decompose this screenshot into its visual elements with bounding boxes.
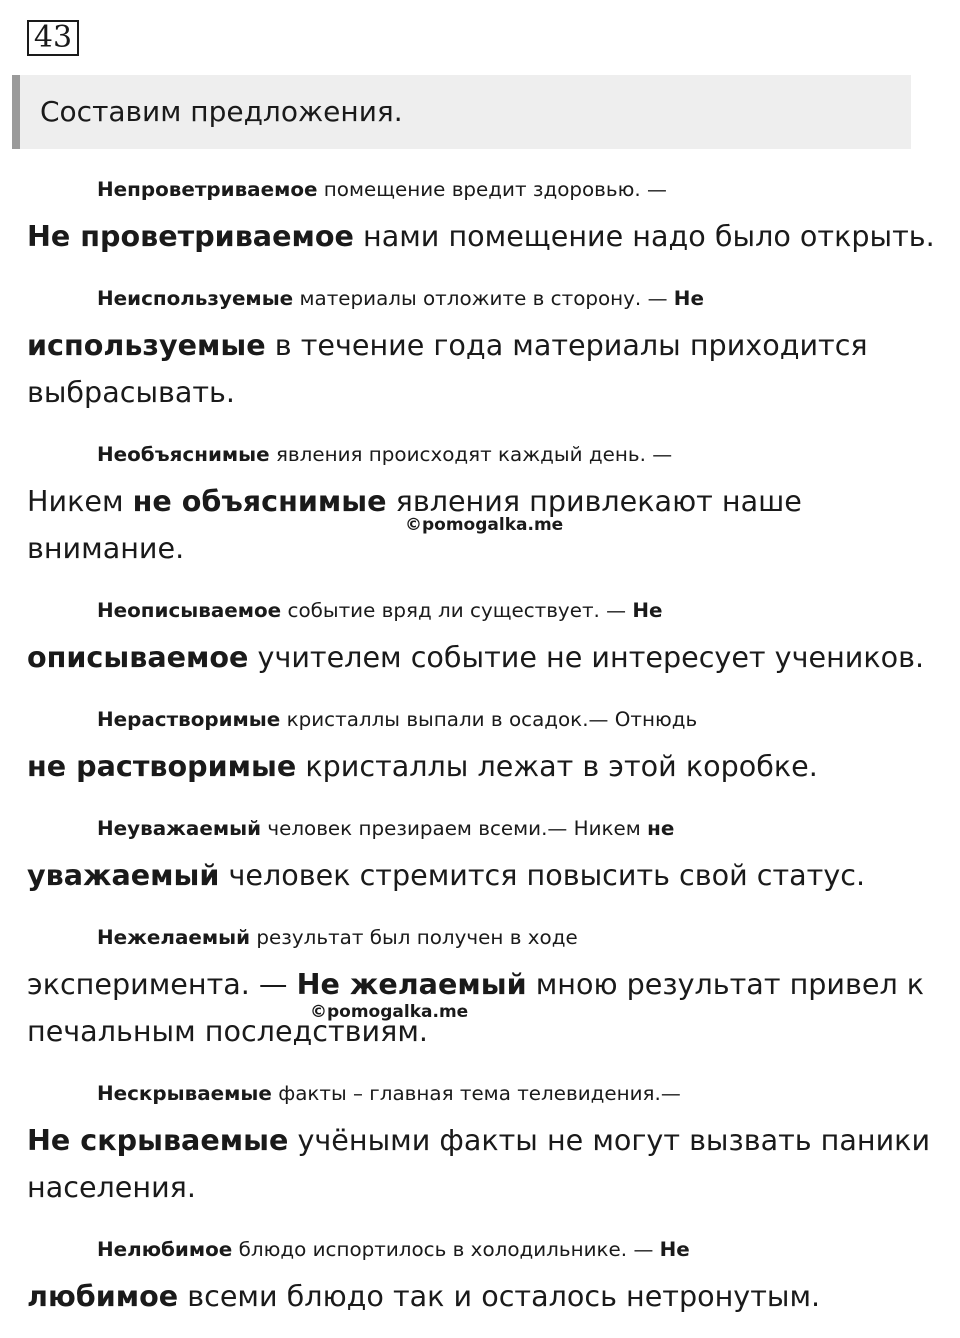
bold-word: любимое [27,1279,179,1313]
text-segment: кристаллы выпали в осадок.— Отнюдь [280,708,698,731]
text-line [27,1117,942,1164]
text-segment: Никем [27,484,133,518]
bold-word: Нежелаемый [97,926,251,949]
text-line [27,166,942,213]
text-segment: выбрасывать. [27,375,236,409]
text-line [27,369,942,416]
text-segment: факты – главная тема телевидения.— [271,1082,681,1105]
sentences-list [27,166,942,1335]
sentence-pair [27,805,942,899]
text-segment: всеми блюдо так и осталось нетронутым. [178,1279,821,1313]
bold-word: Неуважаемый [97,817,262,840]
text-segment: в течение года материалы приходится [265,328,868,362]
bold-word: Не проветриваемое [27,219,354,253]
bold-word: Нерастворимые [97,708,281,731]
text-segment: населения. [27,1170,196,1204]
bold-word: Нескрываемые [97,1082,272,1105]
text-segment: материалы отложите в сторону. — [293,287,674,310]
text-line [27,914,942,961]
text-segment: помещение вредит здоровью. — [317,178,667,201]
bold-word: Неиспользуемые [97,287,294,310]
sentence-pair [27,914,942,1055]
text-segment: нами помещение надо было открыть. [353,219,935,253]
bold-word: описываемое [27,640,249,674]
sentence-pair [27,431,942,572]
text-line [27,1273,942,1320]
text-line [27,275,942,322]
task-header [12,75,911,149]
text-line [27,1008,942,1055]
sentence-pair [27,587,942,681]
text-line [27,431,942,478]
text-segment: мною результат привел к [526,967,925,1001]
sentence-pair [27,696,942,790]
text-segment: внимание. [27,531,185,565]
bold-word: не объяснимые [132,484,387,518]
text-segment: явления привлекают наше [386,484,802,518]
text-segment: явления происходят каждый день. — [269,443,673,466]
bold-word: используемые [27,328,266,362]
text-line [27,852,942,899]
text-line [27,213,942,260]
text-line [27,1070,942,1117]
text-line [27,587,942,634]
text-line [27,696,942,743]
text-line [27,1226,942,1273]
text-line [27,961,942,1008]
watermark: ©pomogalka.me [310,1002,469,1022]
bold-word: Нелюбимое [97,1238,233,1261]
sentence-pair [27,166,942,260]
text-segment: событие вряд ли существует. — [281,599,633,622]
bold-word: не растворимые [27,749,297,783]
text-segment: человек стремится повысить свой статус. [219,858,866,892]
bold-word: Не скрываемые [27,1123,289,1157]
bold-word: не [647,817,675,840]
text-segment: учёными факты не могут вызвать паники [288,1123,931,1157]
watermark: ©pomogalka.me [405,515,564,535]
sentence-pair [27,1226,942,1320]
bold-word: Не [632,599,663,622]
text-segment: учителем событие не интересует учеников. [248,640,925,674]
bold-word: Непроветриваемое [97,178,318,201]
text-line [27,322,942,369]
bold-word: Неописываемое [97,599,282,622]
text-line [27,634,942,681]
text-segment: кристаллы лежат в этой коробке. [296,749,818,783]
bold-word: Необъяснимые [97,443,270,466]
bold-word: Не [659,1238,690,1261]
text-line [27,805,942,852]
task-number: 43 [27,20,79,56]
text-segment: печальным последствиям. [27,1014,428,1048]
bold-word: Не желаемый [296,967,527,1001]
text-line [27,1164,942,1211]
task-instruction: Составим предложения. [40,95,403,128]
sentence-pair [27,275,942,416]
text-segment: блюдо испортилось в холодильнике. — [232,1238,660,1261]
text-line [27,743,942,790]
bold-word: Не [673,287,704,310]
text-segment: результат был получен в ходе [250,926,578,949]
bold-word: уважаемый [27,858,220,892]
text-segment: человек презираем всеми.— Никем [261,817,648,840]
sentence-pair [27,1070,942,1211]
text-segment: эксперимента. — [27,967,297,1001]
